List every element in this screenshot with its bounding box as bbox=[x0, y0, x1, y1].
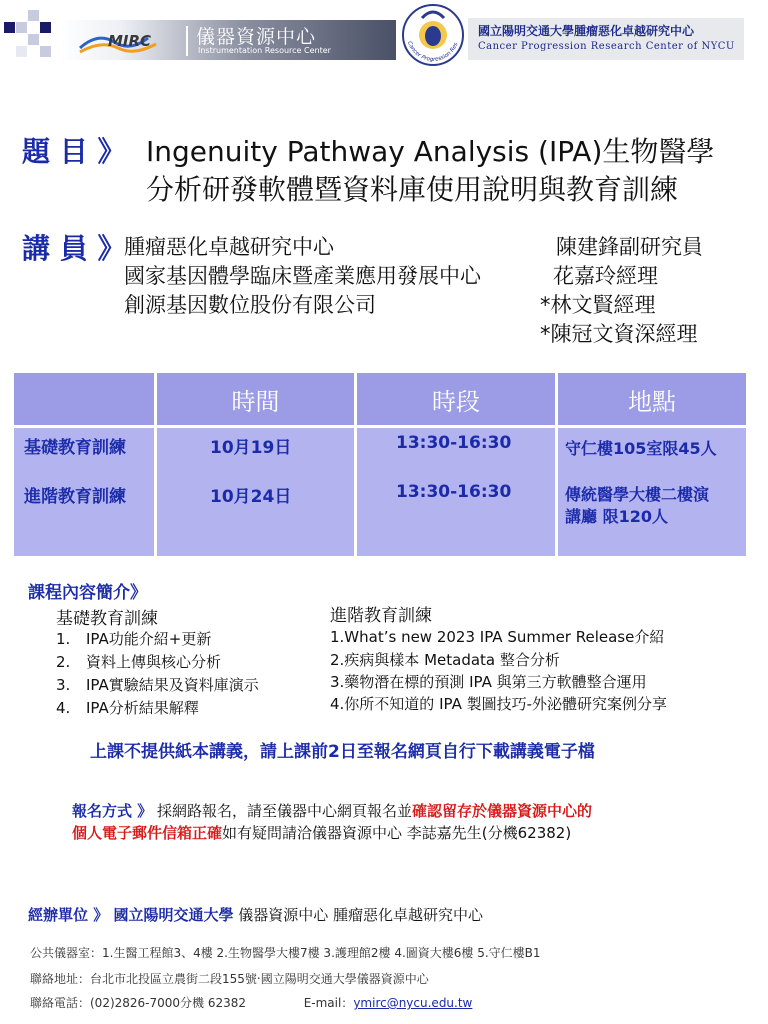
registration-warning-1: 確認留存於儀器資源中心的 bbox=[412, 802, 593, 820]
table-header-place: 地點 bbox=[558, 373, 746, 425]
advanced-item: 1.What’s new 2023 IPA Summer Release介紹 bbox=[330, 628, 665, 646]
title-line-2: 分析研發軟體暨資料庫使用說明與教育訓練 bbox=[146, 173, 679, 206]
table-header-blank bbox=[14, 373, 154, 425]
crc-name-zh: 國立陽明交通大學腫瘤惡化卓越研究中心 bbox=[478, 24, 695, 38]
table-cell-place-2: 傳統醫學大樓二樓演 bbox=[565, 485, 710, 504]
organizer-text: 儀器資源中心 腫瘤惡化卓越研究中心 bbox=[233, 906, 483, 924]
registration-warning-2: 個人電子郵件信箱正確 bbox=[72, 824, 223, 842]
table-divider bbox=[354, 373, 357, 556]
table-cell-place-2-cont: 講廳 限120人 bbox=[565, 507, 668, 526]
table-cell-place-1: 守仁樓105室限45人 bbox=[565, 439, 717, 458]
schedule-table bbox=[14, 373, 746, 556]
table-cell-time-2: 13:30-16:30 bbox=[396, 482, 512, 502]
emblem-text: Cancer Progression Res bbox=[406, 40, 460, 63]
table-cell-course-1: 基礎教育訓練 bbox=[24, 438, 126, 458]
handout-notice: 上課不提供紙本講義，請上課前2日至報名網頁自行下載講義電子檔 bbox=[90, 742, 595, 762]
table-cell-time-1: 13:30-16:30 bbox=[396, 433, 512, 453]
advanced-item: 3.藥物潛在標的預測 IPA 與第三方軟體整合運用 bbox=[330, 673, 647, 691]
content-title: 課程內容簡介》 bbox=[28, 583, 147, 603]
speaker-name-1: 陳建鋒副研究員 bbox=[556, 235, 703, 259]
advanced-course-title: 進階教育訓練 bbox=[330, 606, 432, 626]
speakers-label: 講 員 》 bbox=[22, 232, 126, 265]
table-divider bbox=[154, 373, 157, 556]
organizer-line bbox=[28, 904, 483, 925]
decorative-squares bbox=[4, 6, 62, 68]
basic-item: 2. 資料上傳與核心分析 bbox=[56, 653, 222, 671]
footer-email-label: E-mail： bbox=[303, 996, 354, 1010]
mirc-logo-icon bbox=[78, 26, 178, 56]
footer-contact bbox=[30, 994, 472, 1011]
irc-title: 儀器資源中心 bbox=[196, 26, 317, 48]
speaker-name-3: *林文賢經理 bbox=[540, 293, 656, 317]
table-divider bbox=[14, 425, 746, 428]
registration-line-1 bbox=[72, 800, 592, 821]
title-line-1: Ingenuity Pathway Analysis (IPA)生物醫學 bbox=[146, 135, 715, 168]
speaker-org-3: 創源基因數位股份有限公司 bbox=[124, 293, 376, 317]
table-cell-course-2: 進階教育訓練 bbox=[24, 487, 126, 507]
mirc-logo-text: MIRC bbox=[108, 32, 152, 50]
header-separator bbox=[186, 26, 188, 56]
table-header-date: 時間 bbox=[157, 373, 354, 425]
basic-course-title: 基礎教育訓練 bbox=[56, 609, 158, 629]
footer-email-link[interactable]: ymirc@nycu.edu.tw bbox=[353, 996, 473, 1010]
advanced-item: 4.你所不知道的 IPA 製圖技巧-外泌體研究案例分享 bbox=[330, 695, 668, 713]
registration-label: 報名方式 》 bbox=[72, 802, 153, 820]
basic-item: 1. IPA功能介紹+更新 bbox=[56, 630, 212, 648]
advanced-item: 2.疾病與樣本 Metadata 整合分析 bbox=[330, 651, 560, 669]
speaker-name-2: 花嘉玲經理 bbox=[553, 264, 658, 288]
irc-subtitle: Instrumentation Resource Center bbox=[198, 46, 331, 55]
organizer-label: 經辦單位 》 國立陽明交通大學 bbox=[28, 906, 234, 924]
speaker-name-4: *陳冠文資深經理 bbox=[540, 322, 698, 346]
basic-item: 4. IPA分析結果解釋 bbox=[56, 699, 199, 717]
table-cell-date-2: 10月24日 bbox=[210, 487, 292, 507]
registration-text-2: 如有疑問請洽儀器資源中心 李誌嘉先生(分機62382) bbox=[222, 824, 572, 842]
footer-address: 聯絡地址：台北市北投區立農街二段155號‧國立陽明交通大學儀器資源中心 bbox=[30, 972, 429, 986]
speaker-org-2: 國家基因體學臨床暨產業應用發展中心 bbox=[124, 264, 481, 288]
speaker-org-1: 腫瘤惡化卓越研究中心 bbox=[124, 235, 334, 259]
table-divider bbox=[555, 373, 558, 556]
registration-line-2 bbox=[72, 822, 571, 843]
basic-item: 3. IPA實驗結果及資料庫演示 bbox=[56, 676, 259, 694]
footer-labs: 公共儀器室：1.生醫工程館3、4樓 2.生物醫學大樓7樓 3.護理館2樓 4.圖資大樓6樓 5.守仁樓B1 bbox=[30, 946, 541, 960]
footer-phone: 聯絡電話：(02)2826-7000分機 62382 bbox=[30, 996, 247, 1010]
crc-emblem-icon bbox=[400, 2, 466, 68]
title-label: 題 目 》 bbox=[22, 135, 126, 168]
registration-text-1: 採網路報名，請至儀器中心網頁報名並 bbox=[157, 802, 413, 820]
page-header bbox=[0, 0, 768, 70]
table-header-time: 時段 bbox=[357, 373, 555, 425]
crc-name-en: Cancer Progression Research Center of NYCU bbox=[478, 41, 735, 52]
table-cell-date-1: 10月19日 bbox=[210, 438, 292, 458]
